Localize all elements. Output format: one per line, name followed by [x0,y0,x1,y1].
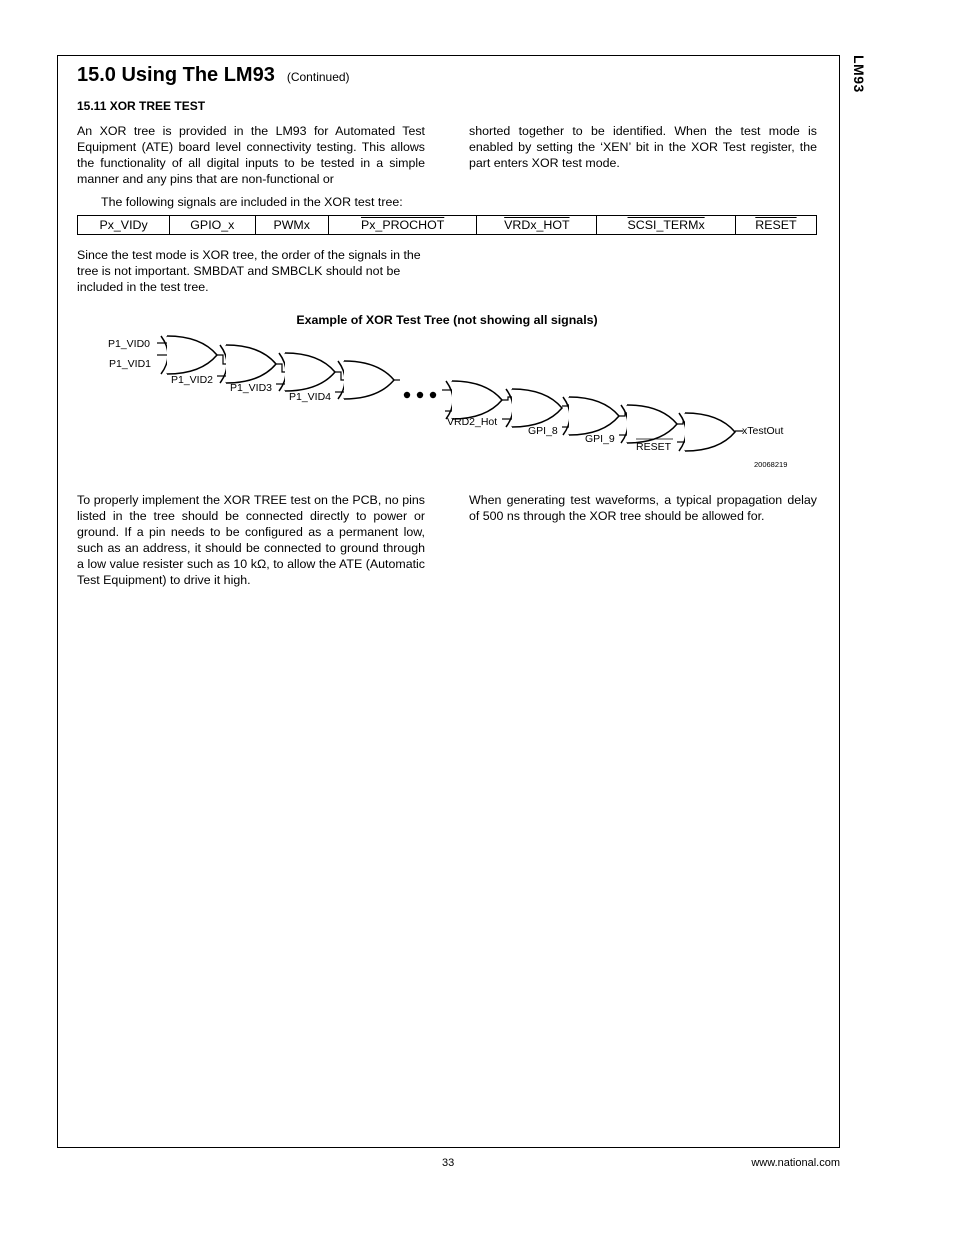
heading-title: 15.0 Using The LM93 [77,64,275,86]
signal-label: GPIO_x [190,218,235,232]
page-number: 33 [442,1157,455,1169]
signal-label: RESET [755,218,797,232]
label-vrd2-hot: VRD2_Hot [447,416,498,428]
signal-cell [597,216,736,235]
xor-gate [161,336,217,374]
label-gpi-8: GPI_8 [528,425,558,437]
label-p1-vid0: P1_VID0 [108,338,151,350]
label-xtestout: xTestOut [742,425,784,437]
signal-label: VRDx_HOT [504,218,570,232]
xor-gate [220,345,276,383]
signal-cell [78,216,170,235]
signal-label: Px_VIDy [99,218,148,232]
xor-gate [679,413,735,451]
xor-gate [446,381,502,419]
signal-label: Px_PROCHOT [360,218,445,232]
figure-title: Example of XOR Test Tree (not showing all signals) [296,313,598,327]
signal-cell [170,216,255,235]
signal-cell [328,216,477,235]
xor-gate [506,389,562,427]
section-heading [77,64,350,87]
signal-table [77,215,817,235]
subsection-title: 15.11 XOR TREE TEST [77,99,206,113]
label-p1-vid3: P1_VID3 [230,382,273,394]
heading-continued: (Continued) [286,70,350,84]
figure-id: 20068219 [754,460,788,469]
xor-gate [621,405,677,443]
paragraph-order: Since the test mode is XOR tree, the order of the signals in the tree is not important. SMBDAT and SMBCLK should not be included in the test tree. [77,248,421,294]
signals-lead-in: The following signals are included in the XOR test tree: [101,195,403,209]
paragraph-pcb: To properly implement the XOR TREE test on the PCB, no pins listed in the tree should be connected directly to power or ground. If a pin needs to be configured as a permanent low, such as an address, it should be connected to ground through a low value resister such as 10 kΩ, to allow the ATE (Automatic Test Equipment) to drive it high. [77,493,425,587]
signal-table-row [78,216,817,235]
footer-url: www.national.com [751,1157,840,1169]
signal-cell [735,216,816,235]
xor-tree-diagram [77,330,817,475]
xor-gate [338,361,394,399]
signal-label: PWMx [273,218,310,232]
continuation-dots [404,392,436,398]
label-gpi-9: GPI_9 [585,433,615,445]
side-tab-part-number: LM93 [851,55,867,93]
signal-cell [255,216,328,235]
paragraph-intro-right: shorted together to be identified. When the test mode is enabled by setting the ‘XEN’ bit in the XOR Test register, the part enters XOR test mode. [469,124,817,170]
paragraph-intro-left: An XOR tree is provided in the LM93 for Automated Test Equipment (ATE) board level connectivity testing. This allows the functionality of all digital inputs to be tested in a simple manner and any pins that are non-functional or [77,124,425,186]
paragraph-waveforms: When generating test waveforms, a typical propagation delay of 500 ns through the XOR tree should be allowed for. [469,493,817,523]
signal-label: SCSI_TERMx [627,218,705,232]
signal-cell [477,216,597,235]
xor-gate [563,397,619,435]
label-p1-vid4: P1_VID4 [289,391,332,403]
label-p1-vid2: P1_VID2 [171,374,214,386]
xor-gate [279,353,335,391]
label-p1-vid1: P1_VID1 [109,358,152,370]
label-reset: RESET [636,441,672,453]
